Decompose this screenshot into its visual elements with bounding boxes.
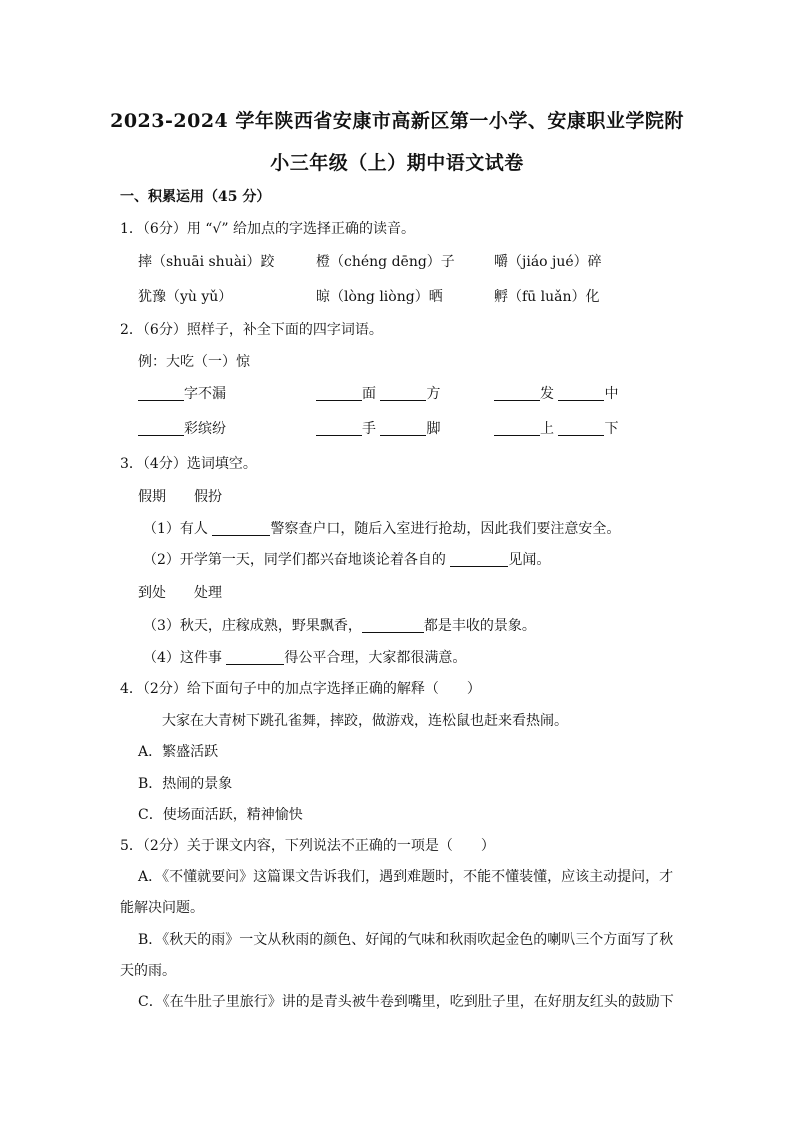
q5-option-a-line2: 能解决问题。 <box>120 900 204 916</box>
q2-word-part: 面 <box>362 386 376 402</box>
sentence-text: 得公平合理，大家都很满意。 <box>284 650 467 666</box>
answer-blank[interactable] <box>558 386 604 401</box>
q1-item-2: 橙（chéng dēng）子 <box>316 254 455 270</box>
q2-word-part: 彩缤纷 <box>184 421 226 437</box>
q2-word-part: 手 <box>362 421 376 437</box>
section-heading: 一、积累运用（45 分） <box>120 189 271 205</box>
sentence-text: （2）开学第一天，同学们都兴奋地谈论着各自的 <box>143 552 451 568</box>
q3-sentence-2 <box>143 549 550 569</box>
sentence-text: 都是丰收的景象。 <box>423 618 536 634</box>
q1-item-6: 孵（fū luǎn）化 <box>494 289 600 305</box>
q2-example: 例：大吃（一）惊 <box>138 354 250 370</box>
q2-word-part: 中 <box>604 386 619 402</box>
answer-blank[interactable] <box>226 650 284 665</box>
exam-title-line1: 2023-2024 学年陕西省安康市高新区第一小学、安康职业学院附 <box>110 110 684 132</box>
q5-option-a-line1[interactable]: A．《不懂就要问》这篇课文告诉我们，遇到难题时，不能不懂装懂，应该主动提问，才 <box>138 869 674 885</box>
q3-sentence-1 <box>143 518 620 538</box>
sentence-text: 见闻。 <box>508 552 551 568</box>
sentence-text: （3）秋天，庄稼成熟，野果飘香， <box>143 618 362 634</box>
sentence-text: （1）有人 <box>143 521 213 537</box>
q2-word-part: 方 <box>426 386 441 402</box>
q3-sentence-3 <box>143 615 536 635</box>
q2-word-part: 发 <box>540 386 554 402</box>
answer-blank[interactable] <box>494 386 540 401</box>
q2-row1-col2 <box>316 383 440 403</box>
q3-word-choices-2: 到处 处理 <box>138 585 222 601</box>
q2-row2-col3 <box>494 418 618 438</box>
exam-title-line2: 小三年级（上）期中语文试卷 <box>270 152 524 174</box>
question-5-stem: 5．（2分）关于课文内容，下列说法不正确的一项是（ ） <box>120 838 495 854</box>
answer-blank[interactable] <box>558 421 604 436</box>
question-4-stem: 4．（2分）给下面句子中的加点字选择正确的解释（ ） <box>120 681 481 697</box>
question-1-stem: 1．（6分）用 “√” 给加点的字选择正确的读音。 <box>120 221 415 237</box>
q2-row2-col1 <box>138 418 226 438</box>
q2-row1-col3 <box>494 383 618 403</box>
sentence-text: 警察查户口，随后入室进行抢劫，因此我们要注意安全。 <box>270 521 621 537</box>
q4-option-b[interactable]: B．热闹的景象 <box>138 776 233 792</box>
q4-option-c[interactable]: C．使场面活跃，精神愉快 <box>138 807 303 823</box>
answer-blank[interactable] <box>138 421 184 436</box>
q2-row2-col2 <box>316 418 440 438</box>
q4-sentence: 大家在大青树下跳孔雀舞，摔跤，做游戏，连松鼠也赶来看热闹。 <box>162 713 568 729</box>
q1-item-4: 犹豫（yù yǔ） <box>138 289 233 305</box>
answer-blank[interactable] <box>380 386 426 401</box>
q4-option-a[interactable]: A．繁盛活跃 <box>138 744 219 760</box>
answer-blank[interactable] <box>138 386 184 401</box>
answer-blank[interactable] <box>316 421 362 436</box>
q1-item-3: 嚼（jiáo jué）碎 <box>494 254 602 270</box>
q3-sentence-4 <box>143 647 466 667</box>
answer-blank[interactable] <box>362 618 424 633</box>
q5-option-c-line1[interactable]: C．《在牛肚子里旅行》讲的是青头被牛卷到嘴里，吃到肚子里，在好朋友红头的鼓励下 <box>138 994 674 1010</box>
sentence-text: （4）这件事 <box>143 650 227 666</box>
q2-word-part: 下 <box>604 421 619 437</box>
q2-word-part: 上 <box>540 421 554 437</box>
q1-item-5: 晾（lòng liòng）晒 <box>316 289 443 305</box>
answer-blank[interactable] <box>316 386 362 401</box>
question-3-stem: 3．（4分）选词填空。 <box>120 456 257 472</box>
q3-word-choices-1: 假期 假扮 <box>138 489 222 505</box>
answer-blank[interactable] <box>380 421 426 436</box>
q2-row1-col1 <box>138 383 226 403</box>
q5-option-b-line2: 天的雨。 <box>120 963 176 979</box>
question-2-stem: 2．（6分）照样子，补全下面的四字词语。 <box>120 322 383 338</box>
q2-word-part: 字不漏 <box>184 386 226 402</box>
answer-blank[interactable] <box>494 421 540 436</box>
answer-blank[interactable] <box>450 552 508 567</box>
q1-item-1: 摔（shuāi shuài）跤 <box>138 254 275 270</box>
answer-blank[interactable] <box>212 521 270 536</box>
q5-option-b-line1[interactable]: B．《秋天的雨》一文从秋雨的颜色、好闻的气味和秋雨吹起金色的喇叭三个方面写了秋 <box>138 932 674 948</box>
q2-word-part: 脚 <box>426 421 441 437</box>
